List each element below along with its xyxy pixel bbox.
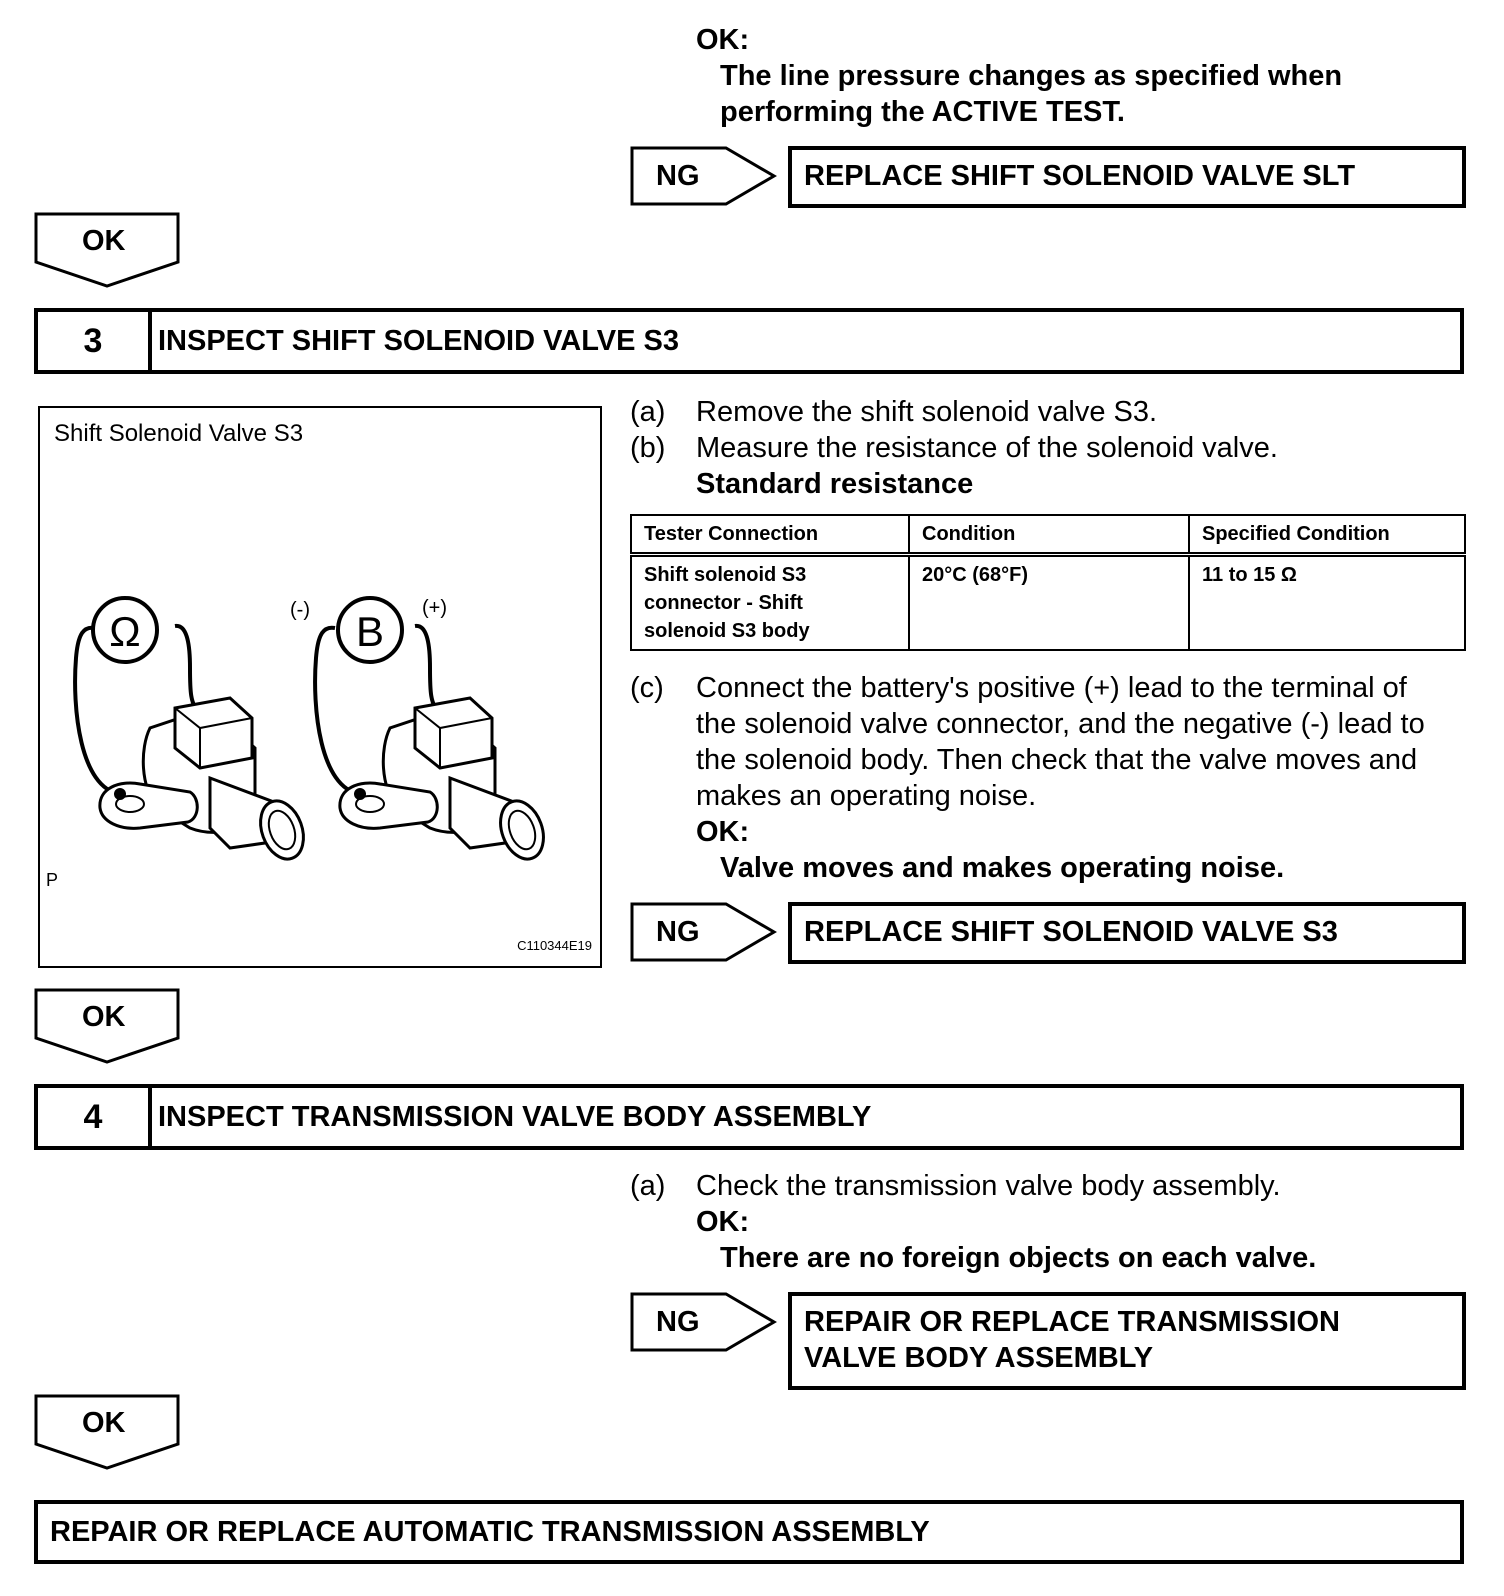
connection-line: Shift solenoid S3 <box>644 564 807 586</box>
top-ok-label: OK: <box>696 24 750 56</box>
step4-number: 4 <box>38 1088 152 1146</box>
std-resistance-heading: Standard resistance <box>696 468 974 500</box>
top-ok-text-line2: performing the ACTIVE TEST. <box>720 96 1125 128</box>
step4-item-a: Check the transmission valve body assembly. <box>696 1170 1281 1202</box>
plus-label: (+) <box>422 597 447 619</box>
table-cell-condition: 20°C (68°F) <box>909 555 1189 651</box>
ohm-symbol: Ω <box>109 608 141 655</box>
table-header: Tester Connection <box>631 515 909 555</box>
step3-number: 3 <box>38 312 152 370</box>
battery-solenoid <box>290 597 551 865</box>
step3-ng-action <box>788 902 1466 964</box>
step3-ok-arrow-label: OK <box>82 1001 126 1033</box>
step4-ok-arrow <box>34 1394 180 1470</box>
solenoid-illustration <box>40 408 600 966</box>
step3-ng-arrow <box>630 902 780 962</box>
figure-corner-mark: P <box>46 870 59 890</box>
figure-id: C110344E19 <box>517 938 592 953</box>
final-action-box <box>34 1500 1464 1564</box>
step3-ok-text: Valve moves and makes operating noise. <box>720 852 1285 884</box>
top-ok-arrow <box>34 212 180 288</box>
step3-item-c-line2: the solenoid valve connector, and the negative (-) lead to <box>696 708 1425 740</box>
step4-ng-action-line2: VALVE BODY ASSEMBLY <box>804 1342 1154 1374</box>
connection-line: solenoid S3 body <box>644 620 810 642</box>
top-ng-label: NG <box>656 160 700 192</box>
step3-item-a-marker: (a) <box>630 396 666 428</box>
step4-ng-arrow <box>630 1292 780 1352</box>
top-ok-text-line1: The line pressure changes as specified when <box>720 60 1343 92</box>
step3-ok-arrow <box>34 988 180 1064</box>
step3-title: INSPECT SHIFT SOLENOID VALVE S3 <box>158 324 679 357</box>
table-header-row <box>631 515 1465 555</box>
step3-item-a: Remove the shift solenoid valve S3. <box>696 396 1158 428</box>
step4-ng-action-line1: REPAIR OR REPLACE TRANSMISSION <box>804 1306 1341 1338</box>
top-ng-action <box>788 146 1466 208</box>
table-header: Condition <box>909 515 1189 555</box>
table-cell-connection <box>631 555 909 651</box>
step4-title: INSPECT TRANSMISSION VALVE BODY ASSEMBLY <box>158 1100 872 1133</box>
figure-caption: Shift Solenoid Valve S3 <box>54 420 304 447</box>
step3-item-c-marker: (c) <box>630 672 664 704</box>
step4-ng-label: NG <box>656 1306 700 1338</box>
step4-ng-action <box>788 1292 1466 1390</box>
step3-ng-label: NG <box>656 916 700 948</box>
step4-item-a-marker: (a) <box>630 1170 666 1202</box>
step3-item-b-marker: (b) <box>630 432 666 464</box>
table-row <box>631 555 1465 651</box>
step3-item-b: Measure the resistance of the solenoid valve. <box>696 432 1278 464</box>
battery-symbol: B <box>355 608 385 655</box>
solenoid-figure <box>38 406 602 968</box>
table-cell-spec: 11 to 15 Ω <box>1189 555 1465 651</box>
table-header: Specified Condition <box>1189 515 1465 555</box>
ohmmeter-solenoid <box>75 598 311 865</box>
connection-line: connector - Shift <box>644 592 803 614</box>
top-ng-action-text: REPLACE SHIFT SOLENOID VALVE SLT <box>804 160 1356 192</box>
step3-item-c-line3: the solenoid body. Then check that the valve moves and <box>696 744 1418 776</box>
step4-ok-text: There are no foreign objects on each valve. <box>720 1242 1317 1274</box>
step3-item-c-line4: makes an operating noise. <box>696 780 1037 812</box>
step4-ok-arrow-label: OK <box>82 1407 126 1439</box>
minus-label: (-) <box>290 599 310 621</box>
step3-item-c-line1: Connect the battery's positive (+) lead to the terminal of <box>696 672 1407 704</box>
final-action: REPAIR OR REPLACE AUTOMATIC TRANSMISSION ASSEMBLY <box>50 1515 930 1548</box>
step4-header <box>34 1084 1464 1150</box>
top-ok-arrow-label: OK <box>82 225 126 257</box>
step4-ok-label: OK: <box>696 1206 750 1238</box>
resistance-table <box>630 514 1466 651</box>
step3-ok-label: OK: <box>696 816 750 848</box>
step3-ng-action-text: REPLACE SHIFT SOLENOID VALVE S3 <box>804 916 1338 948</box>
step3-header <box>34 308 1464 374</box>
top-ng-arrow <box>630 146 780 206</box>
